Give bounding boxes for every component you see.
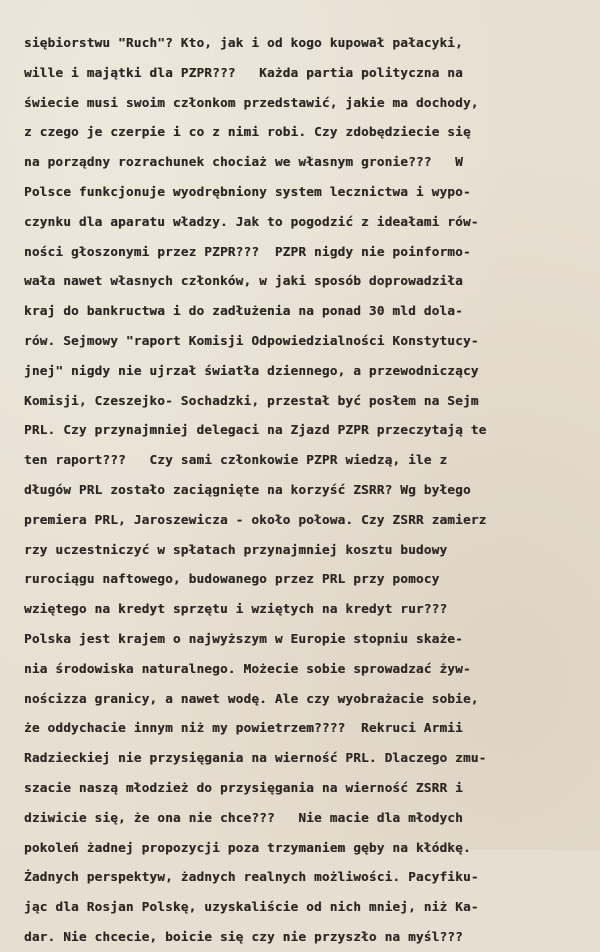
text-line: że oddychacie innym niż my powietrzem???? Rekruci Armii <box>24 720 463 736</box>
text-line: czynku dla aparatu władzy. Jak to pogodzić z ideałami rów- <box>24 213 479 229</box>
text-line: kraj do bankructwa i do zadłużenia na ponad 30 mld dola- <box>24 303 463 319</box>
text-line: Komisji, Czeszejko- Sochadzki, przestał być posłem na Sejm <box>24 392 479 408</box>
text-line: Żadnych perspektyw, żadnych realnych możliwości. Pacyfiku- <box>24 869 479 885</box>
text-line: pokoleń żadnej propozycji poza trzymaniem gęby na kłódkę. <box>24 839 471 855</box>
text-line: rów. Sejmowy "raport Komisji Odpowiedzialności Konstytucy- <box>24 332 479 348</box>
text-line: ności głoszonymi przez PZPR??? PZPR nigdy nie poinformo- <box>24 243 471 259</box>
text-line: jnej" nigdy nie ujrzał światła dziennego, a przewodniczący <box>24 362 479 378</box>
text-line: siębiorstwu "Ruch"? Kto, jak i od kogo kupował pałacyki, <box>24 35 463 50</box>
text-line: z czego je czerpie i co z nimi robi. Czy zdobędziecie się <box>24 124 471 140</box>
text-line: Radzieckiej nie przysięgania na wierność PRL. Dlaczego zmu- <box>24 750 487 766</box>
text-line: wziętego na kredyt sprzętu i wziętych na kredyt rur??? <box>24 601 448 617</box>
text-line: jąc dla Rosjan Polskę, uzyskaliście od nich mniej, niż Ka- <box>24 899 479 915</box>
text-line: PRL. Czy przynajmniej delegaci na Zjazd PZPR przeczytają te <box>24 422 487 438</box>
text-line: Polsce funkcjonuje wyodrębniony system lecznictwa i wypo- <box>24 183 471 199</box>
text-line: dar. Nie chcecie, boicie się czy nie przyszło na myśl??? <box>24 928 463 944</box>
text-line: rzy uczestniczyć w spłatach przynajmniej kosztu budowy <box>24 541 448 557</box>
text-line: wille i majątki dla PZPR??? Każda partia polityczna na <box>24 64 463 80</box>
text-line: na porządny rozrachunek chociaż we własnym gronie??? W <box>24 154 463 170</box>
text-line: szacie naszą młodzież do przysięgania na wierność ZSRR i <box>24 779 463 795</box>
text-line: długów PRL zostało zaciągnięte na korzyść ZSRR? Wg byłego <box>24 481 471 497</box>
text-line: nia środowiska naturalnego. Możecie sobie sprowadzać żyw- <box>24 660 471 676</box>
text-line: ten raport??? Czy sami członkowie PZPR wiedzą, ile z <box>24 452 448 468</box>
typewritten-text <box>24 28 584 952</box>
text-line: rurociągu naftowego, budowanego przez PRL przy pomocy <box>24 571 440 587</box>
text-line: Polska jest krajem o najwyższym w Europie stopniu skaże- <box>24 630 463 646</box>
text-line: świecie musi swoim członkom przedstawić, jakie ma dochody, <box>24 94 479 110</box>
text-line: wała nawet własnych członków, w jaki sposób doprowadziła <box>24 273 463 289</box>
text-line: premiera PRL, Jaroszewicza - około połowa. Czy ZSRR zamierz <box>24 511 487 527</box>
text-line: dziwicie się, że ona nie chce??? Nie macie dla młodych <box>24 809 463 825</box>
text-line: nościzza granicy, a nawet wodę. Ale czy wyobrażacie sobie, <box>24 690 479 706</box>
